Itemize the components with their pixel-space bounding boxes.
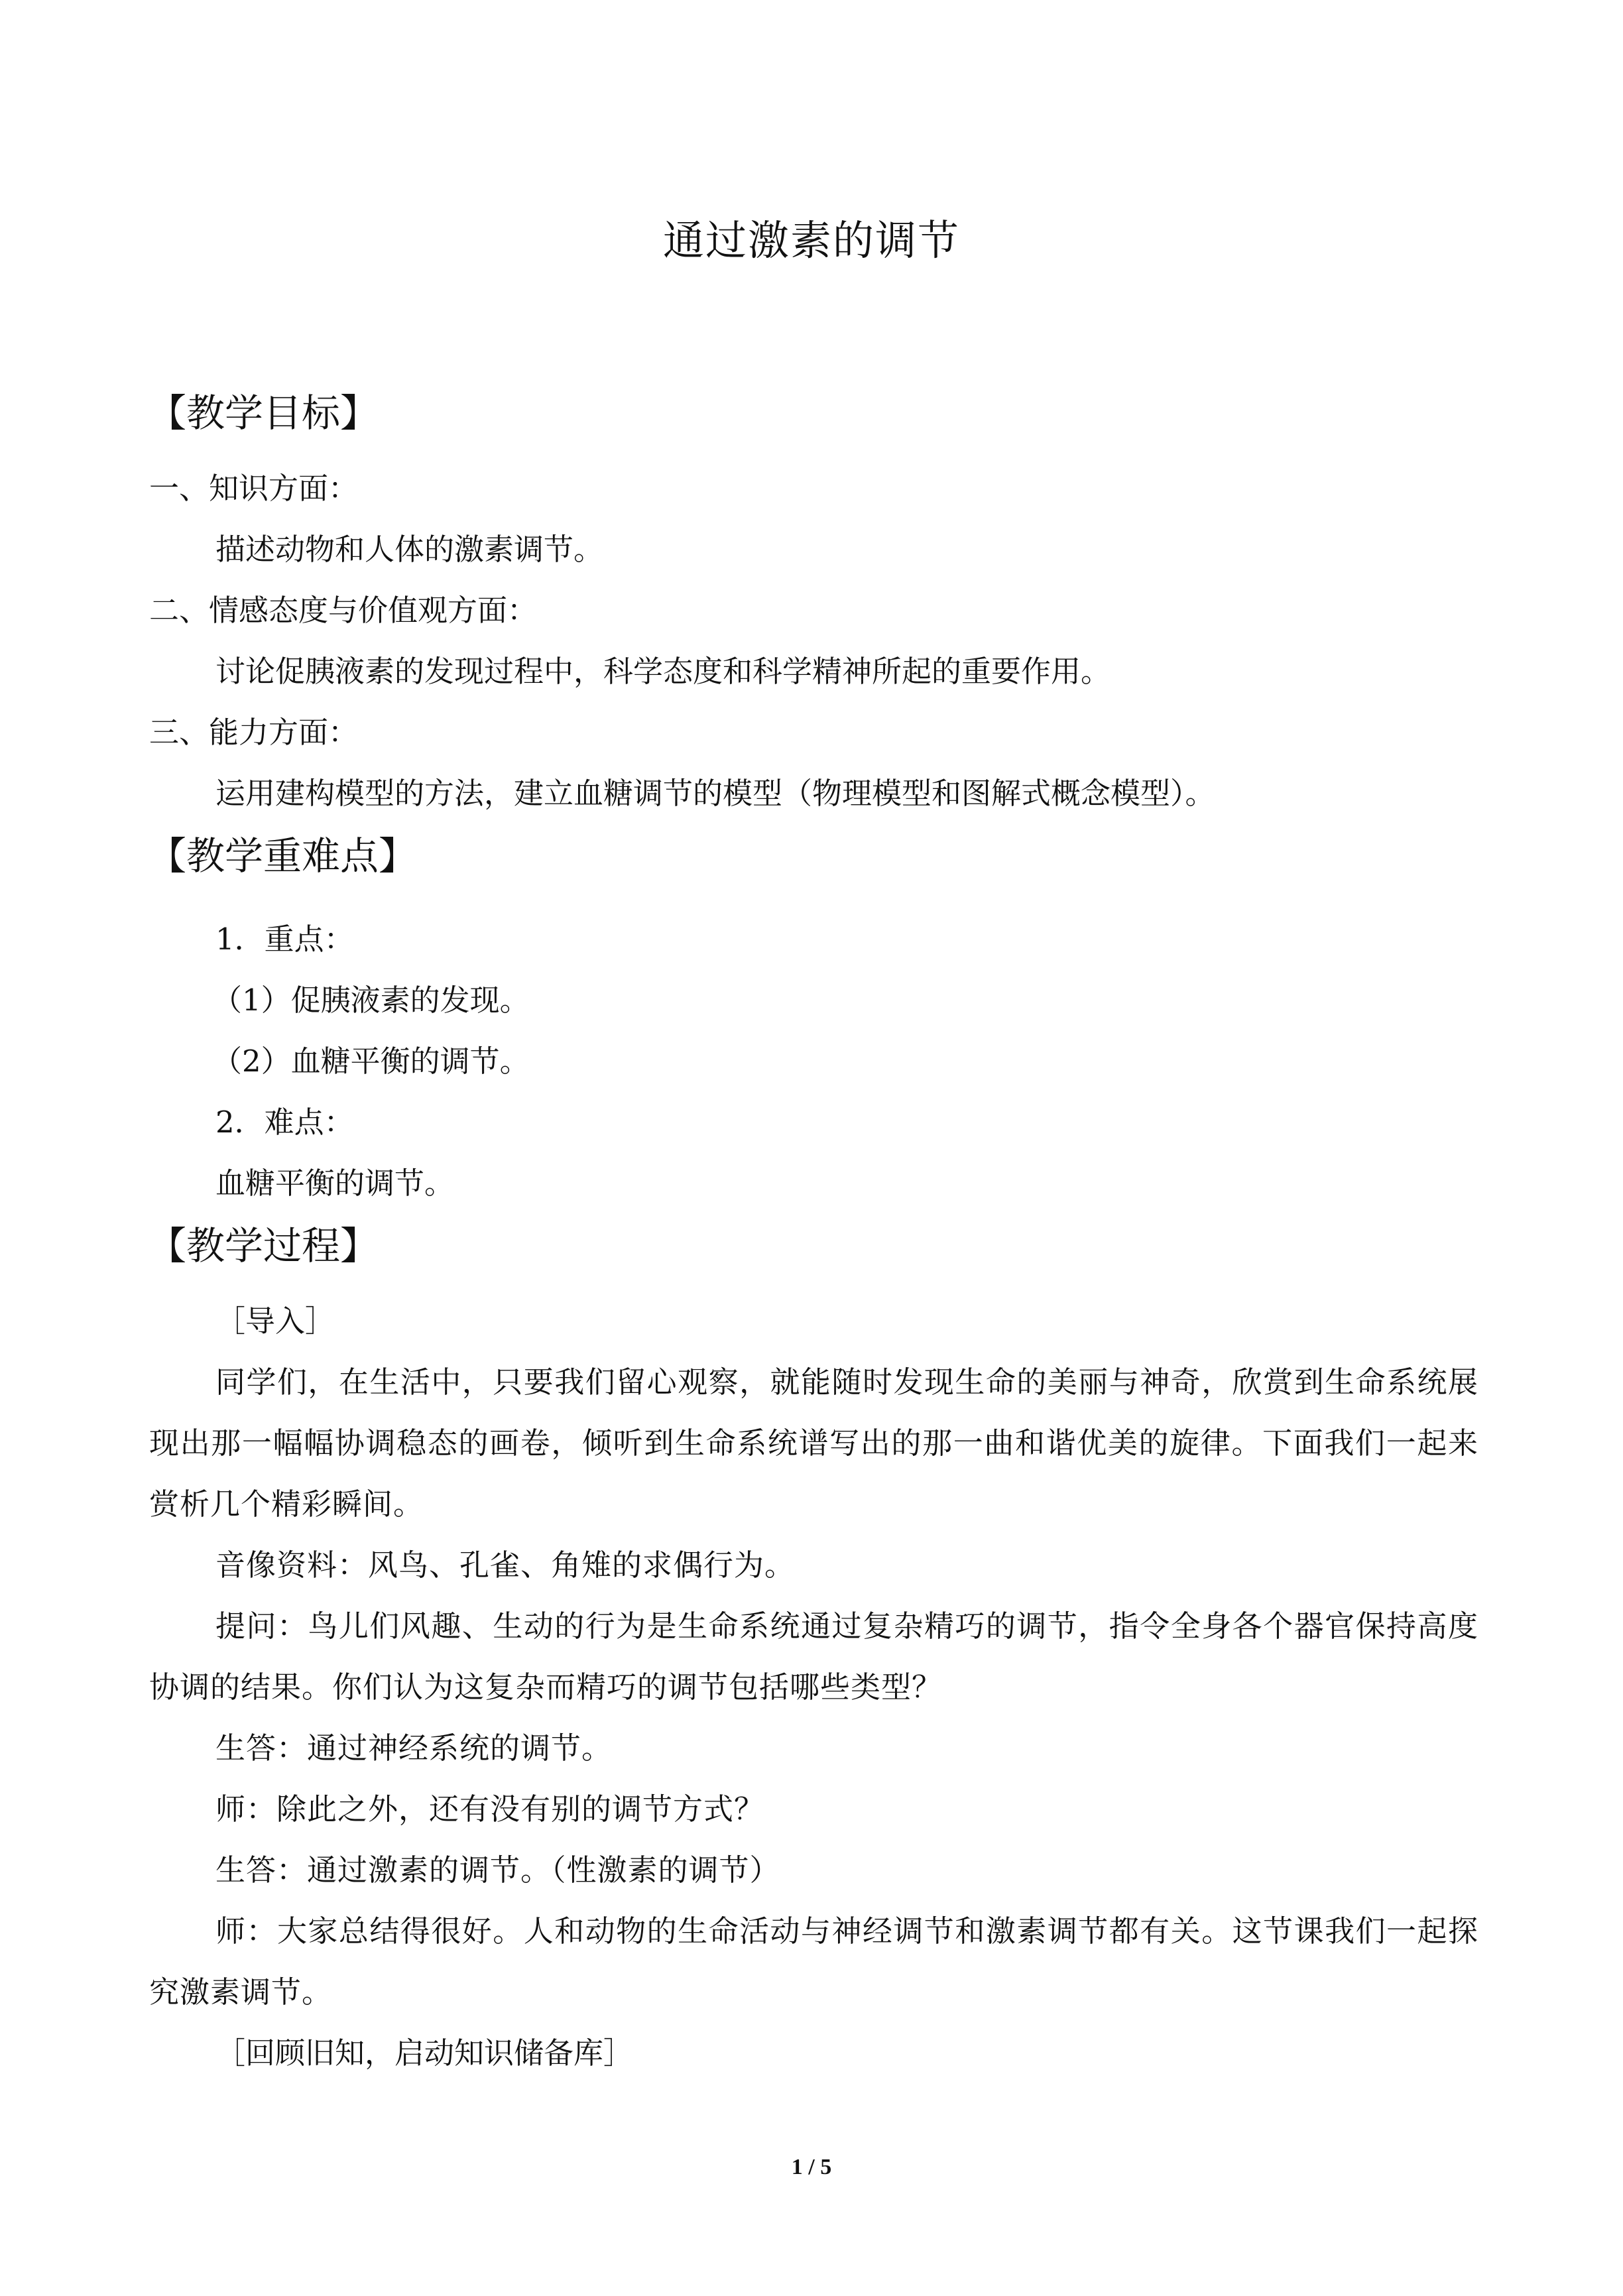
objective-attitude-label: 二、情感态度与价值观方面： <box>149 593 538 628</box>
objective-attitude-text: 讨论促胰液素的发现过程中，科学态度和科学精神所起的重要作用。 <box>215 654 1111 689</box>
keypoint-item: （1）促胰液素的发现。 <box>212 983 530 1018</box>
section-heading-objectives: 【教学目标】 <box>148 391 379 436</box>
intro-label: ［导入］ <box>215 1303 335 1339</box>
section-process <box>149 1214 1478 2084</box>
paragraph: 提问：鸟儿们风趣、生动的行为是生命系统通过复杂精巧的调节，指令全身各个器官保持高度协调的结果。你们认为这复杂而精巧的调节包括哪些类型？ <box>149 1608 1478 1705</box>
section-heading-keypoints: 【教学重难点】 <box>148 833 418 878</box>
review-label: ［回顾旧知，启动知识储备库］ <box>215 2035 634 2071</box>
keypoint-label: 1．重点： <box>215 922 354 957</box>
paragraph: 音像资料：风鸟、孔雀、角雉的求偶行为。 <box>215 1547 796 1583</box>
document-body <box>149 381 1478 2084</box>
paragraph: 生答：通过激素的调节。（性激素的调节） <box>215 1852 780 1888</box>
paragraph: 同学们，在生活中，只要我们留心观察，就能随时发现生命的美丽与神奇，欣赏到生命系统展现出那一幅幅协调稳态的画卷，倾听到生命系统谱写出的那一曲和谐优美的旋律。下面我们一起来赏析几个精彩瞬间。 <box>149 1364 1478 1522</box>
section-heading-process: 【教学过程】 <box>148 1223 379 1268</box>
difficulty-text: 血糖平衡的调节。 <box>215 1166 455 1201</box>
difficulty-label: 2．难点： <box>215 1105 354 1140</box>
paragraph: 师：除此之外，还有没有别的调节方式？ <box>215 1791 765 1827</box>
objective-ability-label: 三、能力方面： <box>149 715 359 750</box>
section-objectives <box>149 381 1478 824</box>
page-number: 1 / 5 <box>791 2155 832 2179</box>
objective-knowledge-label: 一、知识方面： <box>149 471 359 506</box>
paragraph: 生答：通过神经系统的调节。 <box>215 1730 613 1766</box>
document-title: 通过激素的调节 <box>662 216 960 265</box>
objective-ability-text: 运用建构模型的方法，建立血糖调节的模型（物理模型和图解式概念模型）。 <box>215 776 1215 811</box>
keypoint-item: （2）血糖平衡的调节。 <box>212 1044 530 1079</box>
paragraph: 师：大家总结得很好。人和动物的生命活动与神经调节和激素调节都有关。这节课我们一起探究激素调节。 <box>149 1913 1478 2010</box>
section-keypoints <box>149 824 1478 1214</box>
objective-knowledge-text: 描述动物和人体的激素调节。 <box>215 532 604 567</box>
